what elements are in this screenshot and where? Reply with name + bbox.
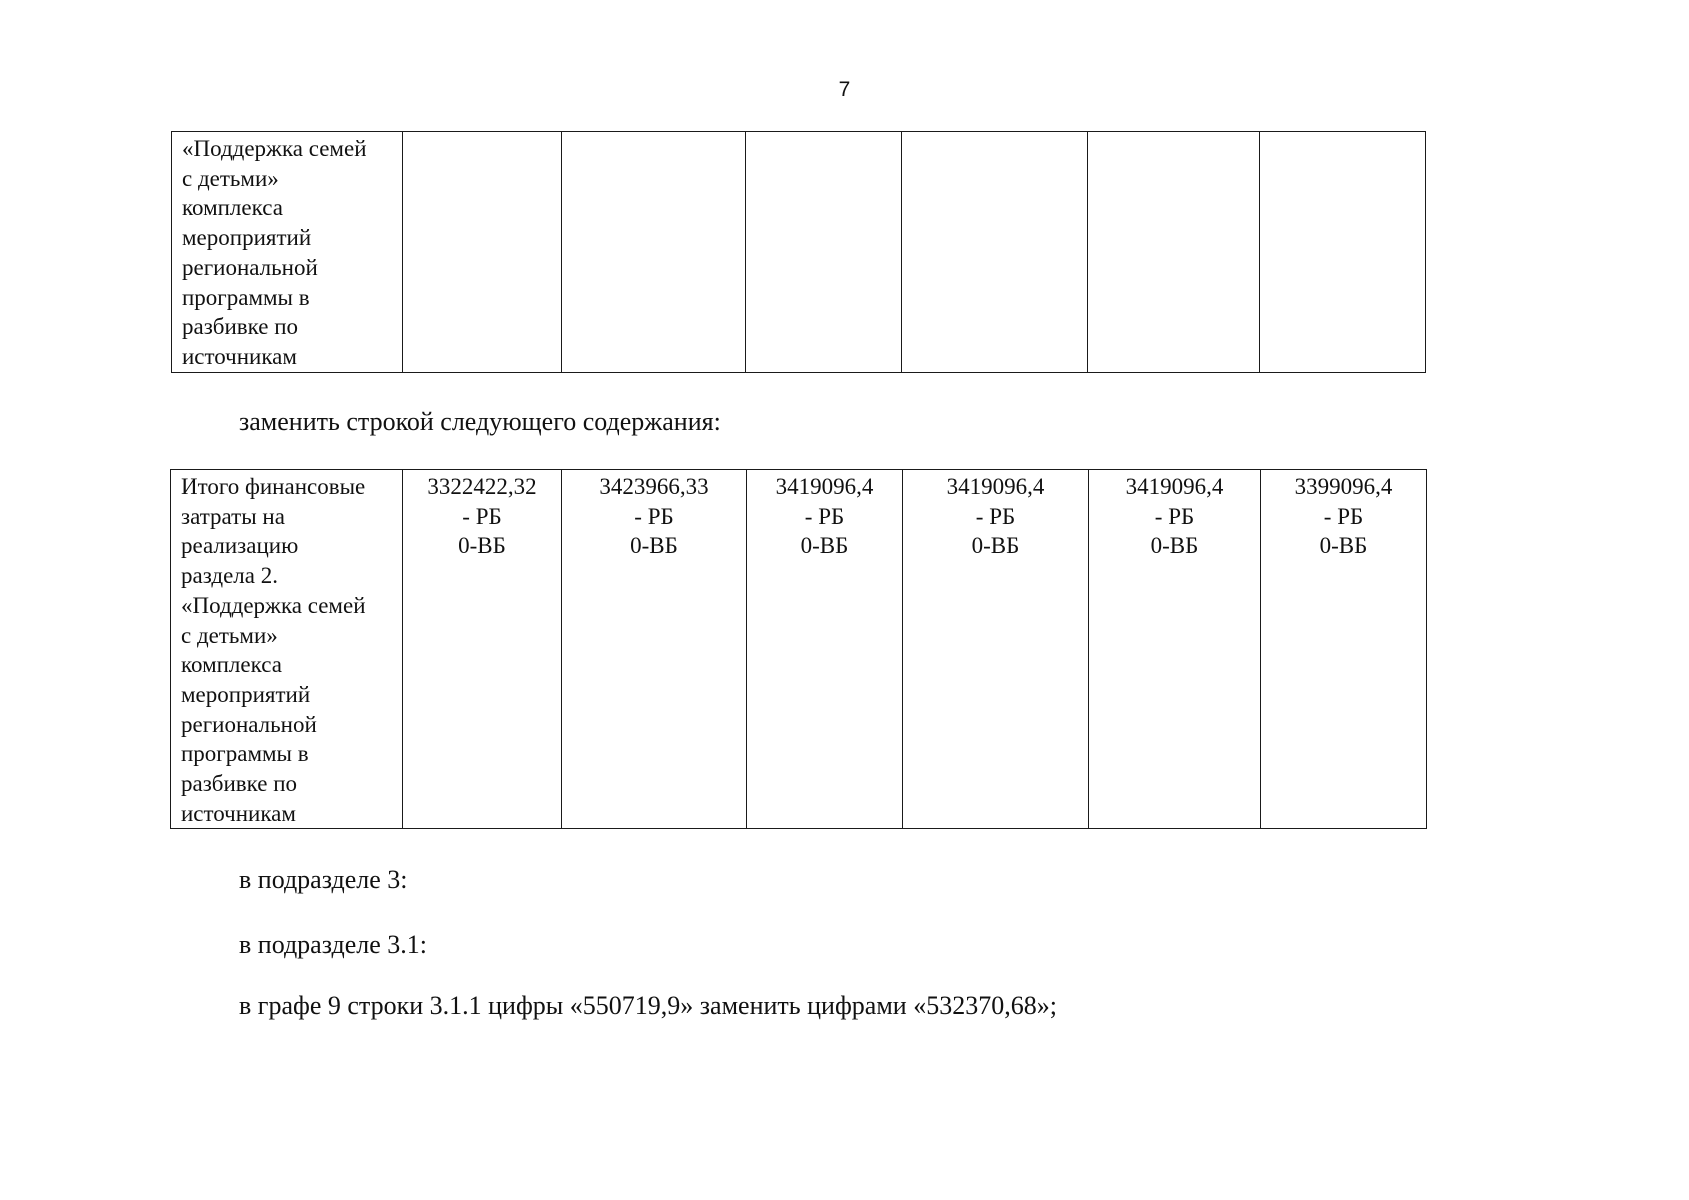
rb-source: - РБ bbox=[1154, 503, 1195, 529]
row-label-cell bbox=[172, 132, 403, 373]
vb-source: 0-ВБ bbox=[1150, 533, 1199, 559]
row-label-cell bbox=[171, 470, 403, 829]
amount-value: 3322422,32 bbox=[427, 474, 537, 499]
subsection-3-heading: в подразделе 3: bbox=[239, 865, 408, 894]
value-cell bbox=[1261, 470, 1427, 829]
table-row bbox=[172, 132, 1426, 373]
amount-value: 3399096,4 bbox=[1294, 474, 1393, 499]
amount-value: 3419096,4 bbox=[946, 474, 1045, 499]
row-label-line: программы в bbox=[182, 284, 310, 310]
vb-source: 0-ВБ bbox=[800, 533, 849, 559]
rb-source: - РБ bbox=[1323, 503, 1364, 529]
empty-value-cell bbox=[902, 132, 1088, 373]
row-label-line: затраты на bbox=[181, 503, 285, 529]
row-label-line: источникам bbox=[182, 343, 297, 369]
value-cell bbox=[403, 470, 562, 829]
row-label-line: программы в bbox=[181, 741, 309, 767]
subsection-3-1-heading: в подразделе 3.1: bbox=[239, 930, 428, 959]
row-label-line: разбивке по bbox=[181, 771, 298, 797]
row-label-line: раздела 2. bbox=[181, 563, 278, 589]
row-label-line: с детьми» bbox=[181, 622, 278, 648]
vb-source: 0-ВБ bbox=[458, 533, 506, 559]
value-cell bbox=[1089, 470, 1261, 829]
empty-value-cell bbox=[1088, 132, 1260, 373]
row-label-line: с детьми» bbox=[182, 165, 279, 191]
value-cell bbox=[903, 470, 1089, 829]
row-label-line: мероприятий bbox=[182, 225, 312, 251]
row-label-line: комплекса bbox=[181, 652, 282, 678]
rb-source: - РБ bbox=[975, 503, 1016, 529]
replacement-row-table bbox=[170, 469, 1427, 829]
previous-row-table bbox=[171, 131, 1426, 373]
vb-source: 0-ВБ bbox=[1319, 533, 1368, 559]
amendment-paragraph: в графе 9 строки 3.1.1 цифры «550719,9» заменить цифрами «532370,68»; bbox=[239, 991, 1057, 1020]
vb-source: 0-ВБ bbox=[971, 533, 1020, 559]
rb-source: - РБ bbox=[634, 503, 674, 529]
amount-value: 3419096,4 bbox=[1125, 474, 1224, 499]
vb-source: 0-ВБ bbox=[630, 533, 678, 559]
row-label-line: источникам bbox=[181, 800, 296, 826]
value-cell bbox=[747, 470, 903, 829]
table-row bbox=[171, 470, 1427, 829]
rb-source: - РБ bbox=[804, 503, 845, 529]
page-number: 7 bbox=[838, 78, 851, 101]
value-cell bbox=[562, 470, 747, 829]
row-label-line: «Поддержка семей bbox=[182, 136, 367, 161]
replace-instruction: заменить строкой следующего содержания: bbox=[239, 407, 721, 436]
row-label-line: «Поддержка семей bbox=[181, 592, 366, 618]
row-label-line: мероприятий bbox=[181, 681, 311, 707]
row-label-line: реализацию bbox=[181, 533, 299, 559]
empty-value-cell bbox=[746, 132, 902, 373]
empty-value-cell bbox=[1260, 132, 1426, 373]
amount-value: 3423966,33 bbox=[599, 474, 709, 499]
empty-value-cell bbox=[403, 132, 562, 373]
row-label-line: разбивке по bbox=[182, 314, 299, 340]
row-label-line: Итого финансовые bbox=[181, 474, 366, 499]
amount-value: 3419096,4 bbox=[775, 474, 874, 499]
row-label-line: региональной bbox=[182, 254, 318, 280]
rb-source: - РБ bbox=[462, 503, 502, 529]
row-label-line: региональной bbox=[181, 711, 317, 737]
row-label-line: комплекса bbox=[182, 195, 283, 221]
empty-value-cell bbox=[562, 132, 746, 373]
